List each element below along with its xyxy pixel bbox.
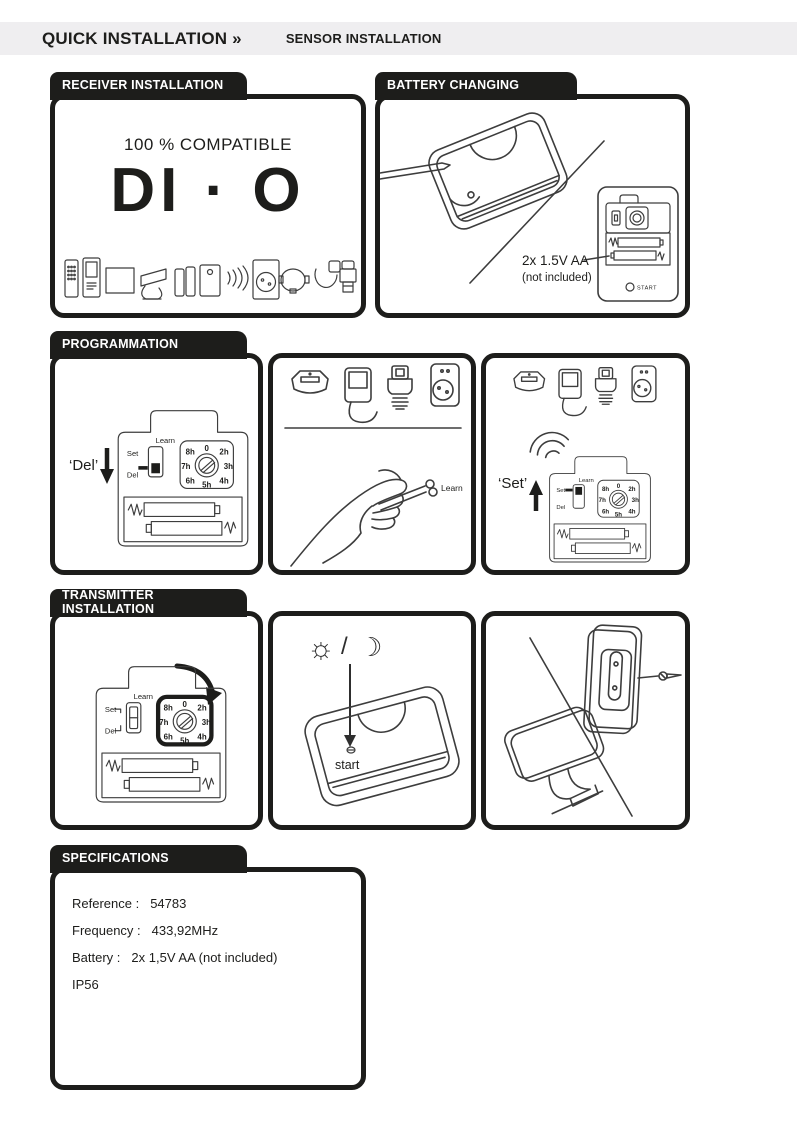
ceiling-module-icon (279, 269, 309, 293)
set-step-illustration (486, 358, 685, 570)
motion-detector-icon (141, 269, 166, 299)
battery-not-included-label: (not included) (522, 272, 592, 284)
svg-text:7h: 7h (159, 717, 169, 727)
programmation-learn-panel (268, 353, 476, 575)
mode-switch-knob (575, 487, 582, 495)
svg-text:7h: 7h (598, 497, 606, 505)
mode-switch-knob (151, 463, 160, 473)
del-step-illustration (55, 358, 258, 570)
set-action-label: ‘Set’ (498, 475, 528, 492)
ceiling-module-icon (514, 372, 545, 391)
del-action-label: ‘Del’ (69, 457, 99, 474)
flip-remote-icon (175, 267, 195, 296)
learn-label: Learn (155, 436, 175, 446)
svg-text:4h: 4h (628, 508, 636, 516)
compatibility-text: 100 % COMPATIBLE (124, 135, 292, 154)
battery-spec-label: 2x 1.5V AA (522, 253, 589, 268)
svg-text:8h: 8h (602, 485, 610, 493)
svg-text:5h: 5h (180, 736, 190, 746)
battery-tab (375, 72, 577, 100)
device-back-dial (96, 667, 226, 802)
slash-separator: / (341, 633, 348, 660)
specifications-tab-label: SPECIFICATIONS (62, 850, 169, 865)
spec-row-battery (72, 944, 277, 971)
del-position-mark (138, 466, 147, 470)
up-arrow-icon (529, 480, 543, 511)
svg-text:6h: 6h (602, 508, 610, 516)
svg-text:0: 0 (616, 483, 621, 491)
mounting-illustration (486, 616, 685, 825)
learn-label: Learn (578, 477, 594, 484)
svg-text:5h: 5h (614, 511, 623, 519)
svg-text:3h: 3h (201, 717, 211, 727)
receiver-types-icons (514, 366, 656, 416)
set-label: Set (126, 449, 139, 458)
learn-step-illustration (273, 358, 471, 570)
svg-text:6h: 6h (185, 476, 195, 486)
svg-text:3h: 3h (631, 497, 639, 505)
learn-button-label: Learn (441, 483, 463, 493)
svg-text:8h: 8h (163, 703, 173, 713)
receiver-tab-label: RECEIVER INSTALLATION (62, 77, 224, 92)
learn-label: Learn (133, 692, 153, 702)
spec-row-reference (72, 890, 277, 917)
timer-dial-labels (599, 483, 639, 519)
programmation-tab (50, 331, 247, 359)
wall-plate-icon (106, 268, 134, 293)
remote-slider-icon (83, 258, 100, 297)
lamp-socket-adapter-icon (388, 366, 412, 409)
ceiling-module-icon (292, 371, 328, 393)
compatible-devices-icons (63, 255, 357, 303)
programmation-del-panel (50, 353, 263, 575)
plug-in-module-icon (431, 364, 459, 406)
svg-text:6h: 6h (163, 732, 173, 742)
svg-text:3h: 3h (223, 461, 233, 471)
device-back-set (550, 457, 651, 562)
receiver-types-icons (292, 364, 459, 422)
wall-switch-cable-icon (559, 369, 586, 415)
device-back-del (118, 411, 248, 546)
del-label: Del (556, 504, 566, 511)
spec-label: Reference : (72, 896, 140, 911)
header-bar (0, 22, 797, 55)
remote-control-icon (65, 260, 78, 297)
divider-diagonal (530, 638, 632, 816)
start-button-icon (347, 747, 355, 753)
programmation-set-panel (481, 353, 690, 575)
spec-value: 2x 1,5V AA (not included) (131, 950, 278, 965)
page-title: QUICK INSTALLATION » (42, 28, 242, 48)
transmitter-tab (50, 589, 247, 617)
battery-compartment-inset (598, 187, 678, 301)
rotate-arrow-icon (177, 666, 222, 705)
spec-label: Frequency : (72, 923, 141, 938)
start-button-label: START (637, 285, 658, 292)
set-label: Set (556, 488, 566, 494)
svg-text:8h: 8h (185, 447, 195, 457)
radio-waves-icon (526, 427, 571, 461)
sun-icon: ☼ (307, 632, 335, 665)
spec-value: 54783 (150, 896, 187, 911)
programmation-tab-label: PROGRAMMATION (62, 336, 179, 351)
del-label: Del (104, 726, 117, 736)
receiver-panel (50, 94, 366, 318)
svg-text:4h: 4h (219, 476, 229, 486)
transmitter-mount-panel (481, 611, 690, 830)
screw-module-icon (340, 261, 356, 292)
set-position-mark (565, 489, 572, 492)
start-button-label: start (335, 758, 360, 772)
door-sensor-icon (200, 265, 220, 296)
transmitter-tab-label: TRANSMITTER INSTALLATION (62, 587, 155, 616)
radio-waves-icon (228, 266, 248, 290)
svg-text:0: 0 (182, 699, 187, 709)
svg-text:5h: 5h (202, 480, 212, 490)
brand-logo: DI · O (110, 156, 306, 225)
battery-tab-label: BATTERY CHANGING (387, 77, 520, 92)
sensor-device-front (302, 683, 463, 809)
specifications-panel (50, 867, 366, 1090)
sensor-device-open (425, 109, 571, 233)
battery-changing-illustration (380, 99, 685, 313)
del-label: Del (126, 470, 139, 480)
plug-in-module-icon (632, 366, 656, 402)
spec-value: 433,92MHz (151, 923, 219, 938)
moon-icon: ☽ (359, 632, 383, 662)
lamp-socket-adapter-icon (596, 368, 616, 405)
svg-text:0: 0 (204, 443, 209, 453)
page-subtitle: SENSOR INSTALLATION (285, 31, 442, 46)
spec-label: Battery : (72, 950, 121, 965)
spec-row-ip-rating (72, 971, 277, 998)
socket-receiver-icon (253, 260, 279, 299)
timer-dial-labels (159, 700, 211, 746)
transmitter-start-panel (268, 611, 476, 830)
wall-switch-cable-icon (345, 368, 377, 422)
svg-text:4h: 4h (197, 732, 207, 742)
svg-text:2h: 2h (628, 485, 636, 493)
dial-setting-illustration (55, 616, 258, 825)
spec-label: IP56 (72, 977, 99, 992)
svg-text:2h: 2h (219, 447, 229, 457)
svg-text:7h: 7h (181, 461, 191, 471)
start-step-illustration (273, 616, 471, 825)
spec-row-frequency (72, 917, 277, 944)
hand-pressing-learn (291, 470, 437, 566)
specifications-tab (50, 845, 247, 873)
timer-dial-labels (181, 444, 233, 490)
transmitter-dial-panel (50, 611, 263, 830)
svg-text:2h: 2h (197, 703, 207, 713)
screw-icon (638, 672, 681, 680)
battery-panel (375, 94, 690, 318)
receiver-tab (50, 72, 247, 100)
cable-module-icon (315, 261, 340, 287)
set-label: Set (104, 705, 117, 714)
spec-list (72, 890, 277, 998)
down-arrow-icon (100, 448, 114, 484)
